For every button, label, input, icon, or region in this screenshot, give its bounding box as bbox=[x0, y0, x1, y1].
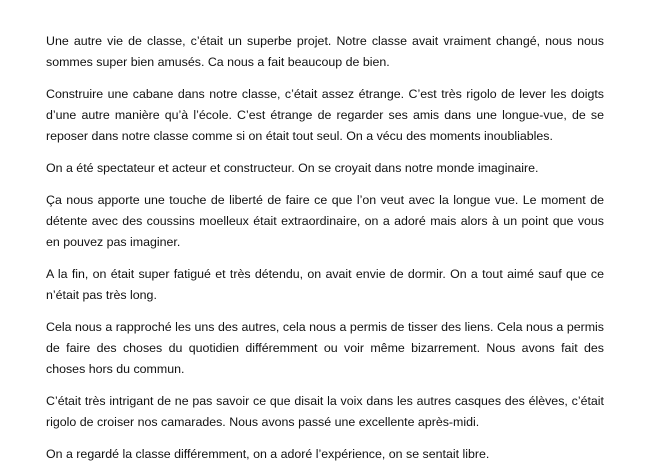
paragraph-1: Une autre vie de classe, c’était un superbe projet. Notre classe avait vraiment changé, nous nous sommes super bien amusés. Ca nous a fait beaucoup de bien. bbox=[46, 34, 604, 69]
paragraph-8: On a regardé la classe différemment, on a adoré l’expérience, on se sentait libre. bbox=[46, 447, 490, 461]
paragraph-4: Ça nous apporte une touche de liberté de faire ce que l’on veut avec la longue vue. Le moment de détente avec des coussins moelleux était extraordinaire, on a adoré mais alors à un point que vous en pouvez pas imaginer. bbox=[46, 193, 604, 249]
paragraph-3: On a été spectateur et acteur et constructeur. On se croyait dans notre monde imaginaire. bbox=[46, 161, 539, 175]
paragraph-7: C’était très intrigant de ne pas savoir ce que disait la voix dans les autres casques des élèves, c’était rigolo de croiser nos camarades. Nous avons passé une excellente après-midi. bbox=[46, 394, 604, 429]
paragraph-2: Construire une cabane dans notre classe, c’était assez étrange. C’est très rigolo de lever les doigts d’une autre manière qu’à l’école. C’est étrange de regarder ses amis dans une longue-vue, de se reposer dans notre classe comme si on était tout seul. On a vécu des moments inoubliables. bbox=[46, 87, 604, 143]
paragraph-6: Cela nous a rapproché les uns des autres, cela nous a permis de tisser des liens. Cela nous a permis de faire des choses du quotidien différemment ou voir même bizarrement. Nous avons fait des choses hors du commun. bbox=[46, 320, 604, 376]
document-body bbox=[46, 31, 604, 476]
paragraph-5: A la fin, on était super fatigué et très détendu, on avait envie de dormir. On a tout aimé sauf que ce n’était pas très long. bbox=[46, 267, 604, 302]
